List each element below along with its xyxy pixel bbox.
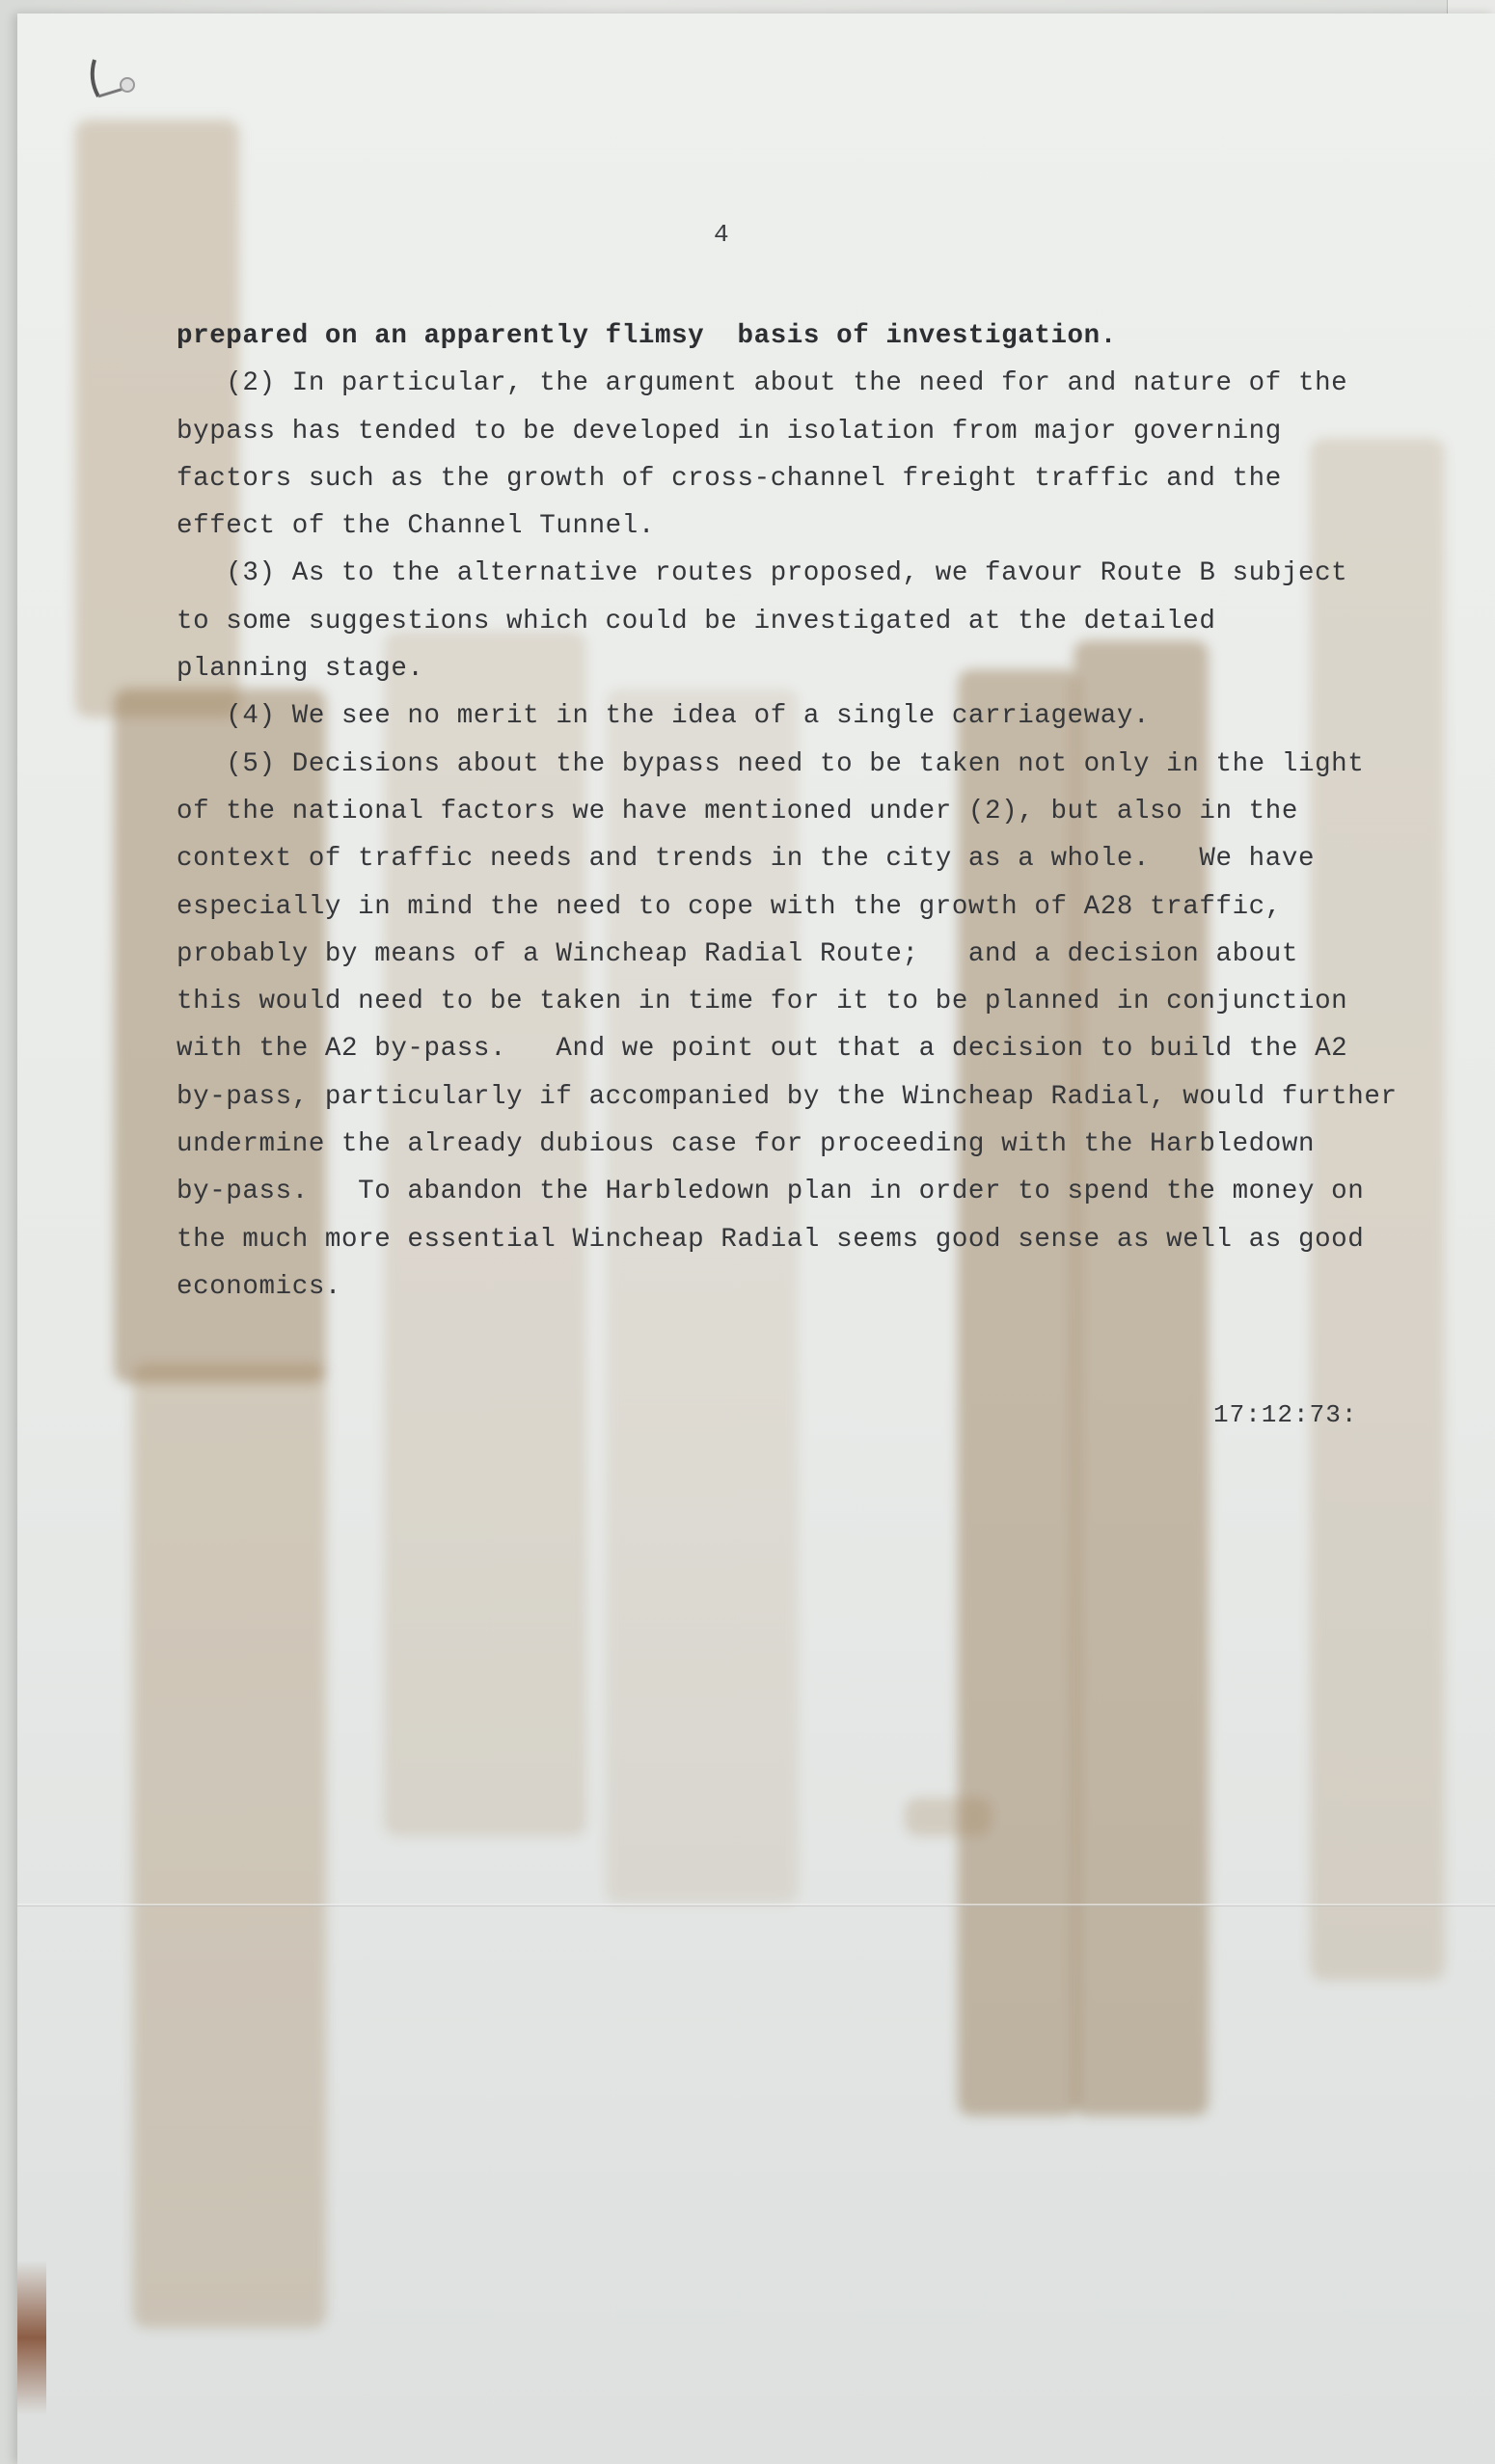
text-line: (4) We see no merit in the idea of a single carriageway. <box>177 701 1151 732</box>
text-line: by-pass, particularly if accompanied by the Wincheap Radial, would further <box>177 1081 1398 1112</box>
text-line: by-pass. To abandon the Harbledown plan in order to spend the money on <box>177 1177 1365 1207</box>
paper-fold-crease <box>17 1904 1495 1907</box>
stain <box>905 1798 992 1836</box>
document-page <box>17 14 1495 2464</box>
rust-mark <box>17 2261 46 2415</box>
text-line: prepared on an apparently flimsy basis of investigation. <box>177 321 1117 351</box>
document-body <box>177 312 1459 1311</box>
text-line: probably by means of a Wincheap Radial Route; and a decision about <box>177 938 1298 969</box>
text-line: economics. <box>177 1271 342 1302</box>
text-line: factors such as the growth of cross-channel freight traffic and the <box>177 463 1282 494</box>
staple-icon <box>85 50 152 108</box>
document-date: 17:12:73: <box>1213 1400 1358 1429</box>
text-line: this would need to be taken in time for it to be planned in conjunction <box>177 987 1348 1017</box>
text-line: context of traffic needs and trends in the city as a whole. We have <box>177 844 1316 875</box>
text-line: (2) In particular, the argument about the need for and nature of the <box>177 368 1348 399</box>
text-line: planning stage. <box>177 654 424 685</box>
text-line: (3) As to the alternative routes proposed, we favour Route B subject <box>177 558 1348 589</box>
text-line: (5) Decisions about the bypass need to be taken not only in the light <box>177 748 1365 779</box>
text-line: bypass has tended to be developed in isolation from major governing <box>177 416 1282 447</box>
text-line: to some suggestions which could be investigated at the detailed <box>177 606 1216 636</box>
text-line: the much more essential Wincheap Radial seems good sense as well as good <box>177 1224 1365 1255</box>
text-line: especially in mind the need to cope with the growth of A28 traffic, <box>177 891 1282 922</box>
stain <box>133 1364 326 2328</box>
text-line: undermine the already dubious case for proceeding with the Harbledown <box>177 1129 1316 1160</box>
text-line: effect of the Channel Tunnel. <box>177 511 655 542</box>
text-line: of the national factors we have mentioned under (2), but also in the <box>177 796 1298 826</box>
page-number: 4 <box>714 220 729 249</box>
text-line: with the A2 by-pass. And we point out that a decision to build the A2 <box>177 1034 1348 1065</box>
